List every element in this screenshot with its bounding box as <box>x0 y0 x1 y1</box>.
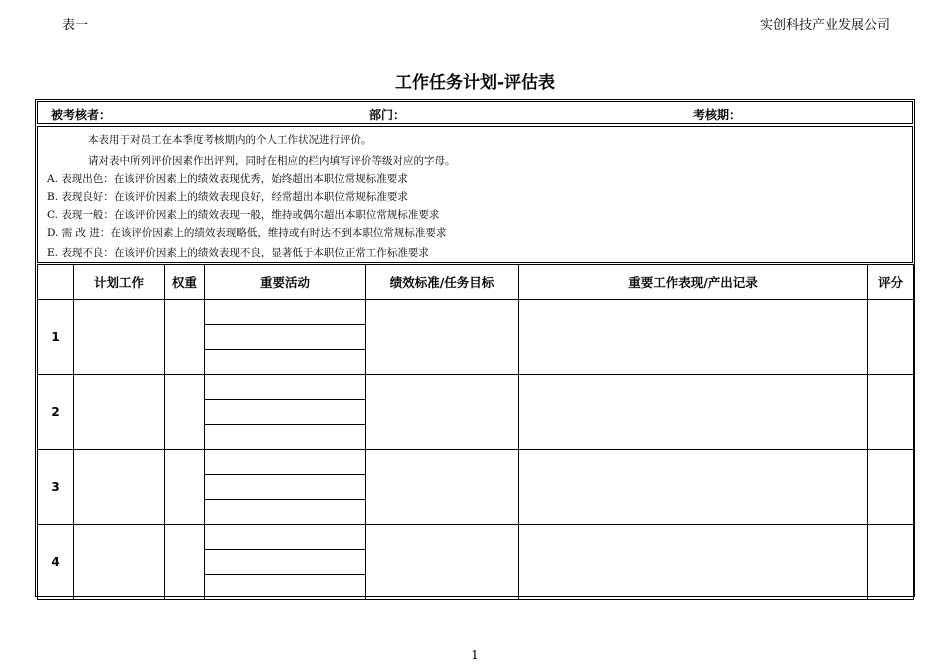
grade-b: B. 表现良好：在该评价因素上的绩效表现良好，经常超出本职位常规标准要求 <box>47 191 408 203</box>
output-record-cell[interactable] <box>519 525 868 600</box>
planned-work-cell[interactable] <box>74 525 165 600</box>
weight-cell[interactable] <box>165 375 205 450</box>
assessee-label: 被考核者： <box>51 108 112 122</box>
column-header-score: 评分 <box>868 265 914 300</box>
planned-work-cell[interactable] <box>74 375 165 450</box>
output-record-cell[interactable] <box>519 375 868 450</box>
column-header-index <box>38 265 74 300</box>
weight-cell[interactable] <box>165 450 205 525</box>
activity-line[interactable] <box>205 550 365 575</box>
table-row <box>38 375 914 450</box>
instruction-intro-2: 请对表中所列评价因素作出评判，同时在相应的栏内填写评价等级对应的字母。 <box>88 155 456 167</box>
weight-cell[interactable] <box>165 300 205 375</box>
activity-line[interactable] <box>205 400 365 425</box>
performance-standard-cell[interactable] <box>366 300 519 375</box>
grade-d: D. 需 改 进：在该评价因素上的绩效表现略低，维持或有时达不到本职位常规标准要求 <box>47 227 447 239</box>
score-cell[interactable] <box>868 375 914 450</box>
instructions-box <box>37 126 913 263</box>
activity-line[interactable] <box>205 450 365 475</box>
activity-line[interactable] <box>205 325 365 350</box>
grade-c: C. 表现一般：在该评价因素上的绩效表现一般，维持或偶尔超出本职位常规标准要求 <box>47 209 440 221</box>
planned-work-cell[interactable] <box>74 450 165 525</box>
row-number: 2 <box>38 375 74 450</box>
period-label: 考核期： <box>693 108 742 122</box>
activity-line[interactable] <box>205 475 365 500</box>
activity-line[interactable] <box>205 525 365 550</box>
weight-cell[interactable] <box>165 525 205 600</box>
output-record-cell[interactable] <box>519 450 868 525</box>
score-cell[interactable] <box>868 525 914 600</box>
column-header-output-record: 重要工作表现/产出记录 <box>519 265 868 300</box>
score-cell[interactable] <box>868 450 914 525</box>
company-name: 实创科技产业发展公司 <box>759 18 890 33</box>
grade-e: E. 表现不良：在该评价因素上的绩效表现不良，显著低于本职位正常工作标准要求 <box>47 247 429 259</box>
activity-line[interactable] <box>205 375 365 400</box>
column-header-performance-standard: 绩效标准/任务目标 <box>366 265 519 300</box>
key-activities-cell <box>205 450 366 525</box>
key-activities-cell <box>205 375 366 450</box>
activity-line[interactable] <box>205 500 365 524</box>
activity-line[interactable] <box>205 575 365 599</box>
planned-work-cell[interactable] <box>74 300 165 375</box>
table-row <box>38 450 914 525</box>
evaluation-table <box>37 264 914 600</box>
key-activities-cell <box>205 525 366 600</box>
header-left-label: 表一 <box>62 18 89 33</box>
activity-line[interactable] <box>205 350 365 374</box>
instruction-intro-1: 本表用于对员工在本季度考核期内的个人工作状况进行评价。 <box>88 134 372 146</box>
table-header-row <box>38 265 914 300</box>
performance-standard-cell[interactable] <box>366 375 519 450</box>
performance-standard-cell[interactable] <box>366 525 519 600</box>
score-cell[interactable] <box>868 300 914 375</box>
page-title: 工作任务计划-评估表 <box>394 73 556 93</box>
department-label: 部门： <box>369 108 406 122</box>
key-activities-cell <box>205 300 366 375</box>
activity-line[interactable] <box>205 425 365 449</box>
table-row <box>38 300 914 375</box>
page-number: 1 <box>471 648 479 662</box>
table-row <box>38 525 914 600</box>
row-number: 3 <box>38 450 74 525</box>
column-header-weight: 权重 <box>165 265 205 300</box>
row-number: 4 <box>38 525 74 600</box>
row-number: 1 <box>38 300 74 375</box>
column-header-planned-work: 计划工作 <box>74 265 165 300</box>
column-header-key-activities: 重要活动 <box>205 265 366 300</box>
output-record-cell[interactable] <box>519 300 868 375</box>
info-row <box>37 101 913 124</box>
activity-line[interactable] <box>205 300 365 325</box>
performance-standard-cell[interactable] <box>366 450 519 525</box>
grade-a: A. 表现出色：在该评价因素上的绩效表现优秀，始终超出本职位常规标准要求 <box>47 173 408 185</box>
